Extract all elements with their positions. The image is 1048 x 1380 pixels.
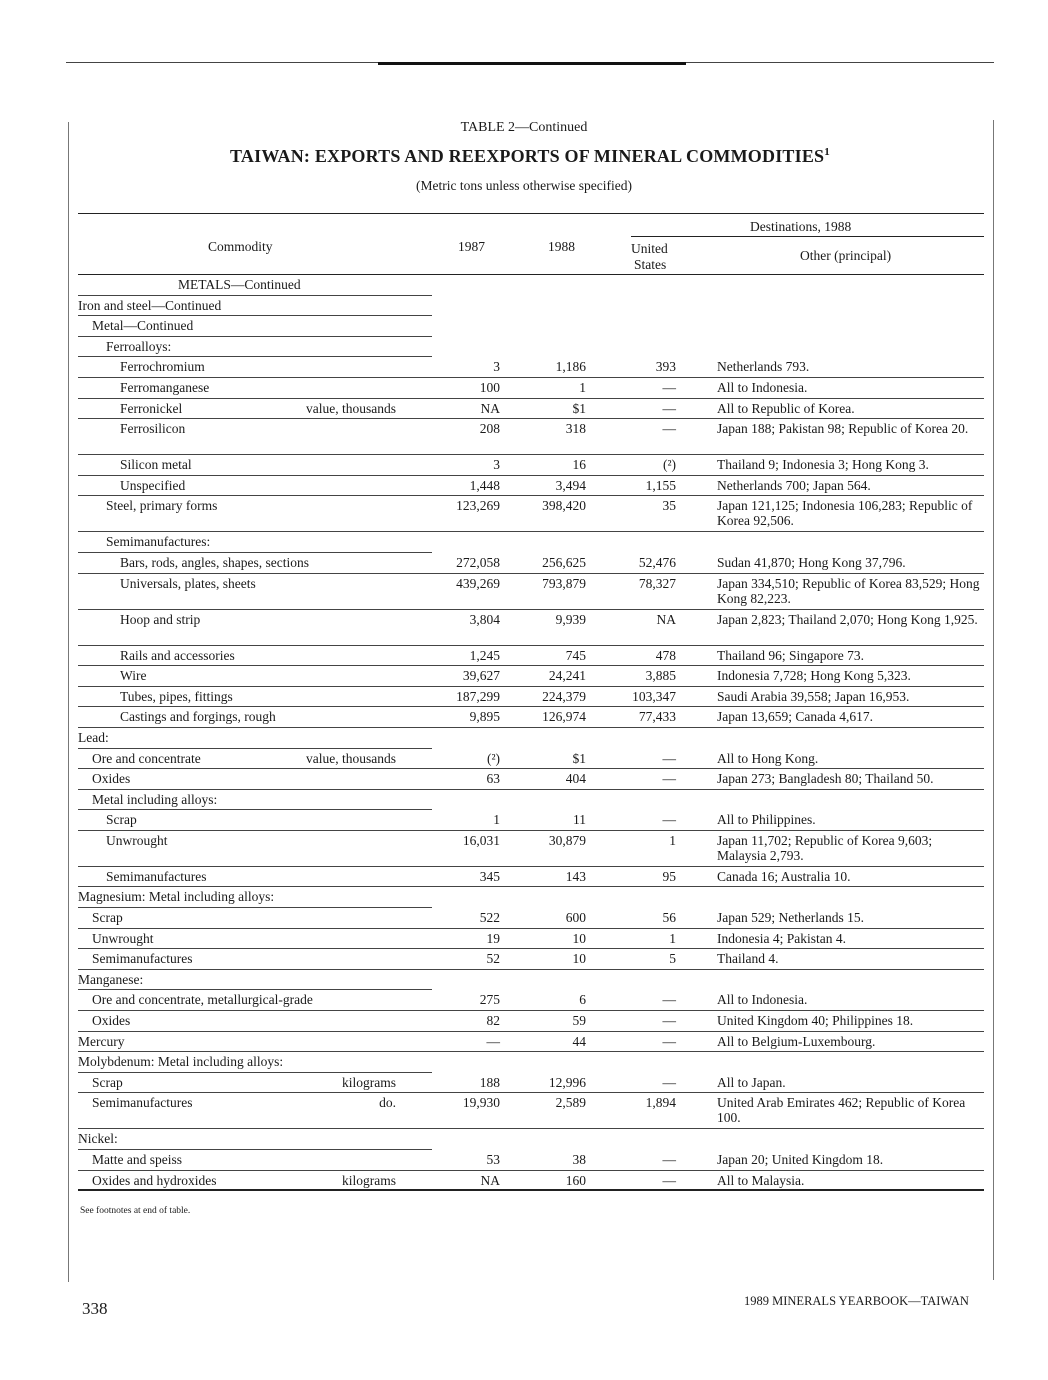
row-label: Iron and steel—Continued [78,297,222,313]
cell-united-states: — [662,1172,676,1188]
cell-1987: 439,269 [456,575,500,591]
row-label: Ore and concentrate, metallurgical-grade [92,992,313,1008]
row-label: Manganese: [78,971,144,987]
cell-other-destinations: All to Japan. [717,1074,786,1090]
cell-united-states: 1 [669,832,676,848]
table-row [78,610,984,646]
header-1987: 1987 [458,239,485,254]
cell-united-states: 3,885 [645,668,676,684]
cell-1987: 9,895 [469,709,500,725]
table-row [78,646,984,667]
cell-united-states: — [662,1013,676,1029]
cell-united-states: 35 [662,498,676,514]
cell-united-states: — [662,421,676,437]
cell-other-destinations: Japan 11,702; Republic of Korea 9,603; Malaysia 2,793. [717,832,933,863]
row-label: Universals, plates, sheets [120,575,256,591]
table-row [78,707,984,728]
cell-1988: 9,939 [555,611,586,627]
table-row [78,887,984,908]
cell-other-destinations: All to Malaysia. [717,1172,805,1188]
cell-1987: 3,804 [469,611,500,627]
cell-other-destinations: All to Republic of Korea. [717,400,855,416]
table-row [78,455,984,476]
row-label: Metal including alloys: [92,791,218,807]
table-row [78,790,984,811]
table-row [78,553,984,574]
page-number: 338 [82,1299,108,1318]
cell-other-destinations: Netherlands 793. [717,359,810,375]
cell-united-states: 78,327 [638,575,676,591]
header-states: States [634,257,667,272]
row-label: Oxides and hydroxides [92,1172,217,1188]
table-row [78,296,984,317]
row-label: Semimanufactures [106,868,207,884]
row-label: Unspecified [120,477,186,493]
cell-1988: 600 [565,910,586,926]
cell-1988: 745 [565,647,586,663]
cell-united-states: 1 [669,930,676,946]
row-label: Castings and forgings, rough [120,709,276,725]
cell-united-states: — [662,379,676,395]
cell-1987: 19,930 [462,1095,500,1111]
row-label: Ferroalloys: [106,338,172,354]
row-label: Steel, primary forms [106,498,218,514]
table-row [78,769,984,790]
row-unit: value, thousands [306,750,396,766]
left-margin-line [68,122,69,1282]
table-row [78,275,984,296]
table-body [78,275,984,1191]
cell-1987: 1,448 [469,477,500,493]
cell-united-states: 77,433 [638,709,676,725]
cell-1987: 522 [479,910,500,926]
table-row [78,337,984,358]
table-row [78,908,984,929]
row-label: Silicon metal [120,457,192,473]
row-label: METALS—Continued [178,277,301,292]
title-text: TAIWAN: EXPORTS AND REEXPORTS OF MINERAL COMMODITIES [230,146,825,166]
row-label: Ferromanganese [120,379,210,395]
cell-united-states: 478 [655,647,676,663]
cell-united-states: 56 [662,910,676,926]
row-unit: value, thousands [306,400,396,416]
table-row [78,1171,984,1192]
cell-1988: 256,625 [542,554,586,570]
exports-table [78,213,984,1191]
destinations-rule [631,236,984,237]
row-label: Unwrought [92,930,154,946]
table-row [78,1032,984,1053]
cell-other-destinations: All to Indonesia. [717,379,808,395]
cell-other-destinations: Sudan 41,870; Hong Kong 37,796. [717,554,906,570]
cell-united-states: — [662,812,676,828]
cell-1988: 1 [579,379,586,395]
header-other: Other (principal) [800,248,892,263]
cell-other-destinations: All to Belgium-Luxembourg. [717,1033,876,1049]
cell-united-states: 1,894 [645,1095,676,1111]
cell-1988: 24,241 [548,668,586,684]
cell-other-destinations: Thailand 4. [717,951,779,967]
row-label: Scrap [92,910,123,926]
cell-1987: 272,058 [456,554,500,570]
table-row [78,357,984,378]
cell-united-states: — [662,750,676,766]
cell-1987: (²) [486,750,500,766]
table-row [78,574,984,610]
cell-other-destinations: Japan 334,510; Republic of Korea 83,529; Hong Kong 82,223. [717,575,980,606]
table-row [78,1093,984,1129]
footnote: See footnotes at end of table. [80,1206,191,1216]
cell-1987: 39,627 [462,668,500,684]
cell-1988: 11 [573,812,586,828]
cell-1987: 188 [479,1074,500,1090]
cell-1988: 404 [565,771,586,787]
table-row [78,532,984,553]
top-rule-thick [378,62,686,65]
row-label: Ore and concentrate [92,750,201,766]
cell-1987: 275 [479,992,500,1008]
cell-1988: 44 [572,1033,586,1049]
cell-1987: NA [480,400,500,416]
row-label: Oxides [92,1013,131,1029]
cell-1988: $1 [572,400,586,416]
table-subtitle: (Metric tons unless otherwise specified) [416,178,632,193]
row-label: Tubes, pipes, fittings [120,688,233,704]
row-label: Metal—Continued [92,318,194,334]
table-row [78,990,984,1011]
header-1988: 1988 [548,239,575,254]
cell-united-states: — [662,771,676,787]
cell-1988: 1,186 [555,359,586,375]
header-commodity: Commodity [208,239,273,254]
table-row [78,1052,984,1073]
row-label: Scrap [106,812,137,828]
cell-united-states: 5 [669,951,676,967]
cell-other-destinations: Indonesia 4; Pakistan 4. [717,930,846,946]
cell-1987: 53 [486,1152,500,1167]
cell-other-destinations: Japan 529; Netherlands 15. [717,910,864,926]
cell-other-destinations: Japan 13,659; Canada 4,617. [717,709,873,725]
table-row [78,810,984,831]
row-label: Bars, rods, angles, shapes, sections [120,554,309,570]
cell-1987: 100 [479,379,500,395]
cell-1988: 10 [572,951,586,967]
cell-1987: 1 [493,812,500,828]
row-label: Lead: [78,729,109,745]
cell-1988: 30,879 [548,832,586,848]
cell-1987: 1,245 [469,647,500,663]
cell-1987: 3 [493,359,500,375]
cell-other-destinations: Netherlands 700; Japan 564. [717,477,871,493]
cell-united-states: — [662,1074,676,1090]
header-destinations: Destinations, 1988 [750,219,852,234]
row-label: Semimanufactures [92,951,193,967]
cell-1987: 187,299 [456,688,500,704]
cell-other-destinations: Thailand 96; Singapore 73. [717,647,864,663]
cell-1988: 126,974 [542,709,586,725]
table-row [78,419,984,455]
table-header [78,213,984,275]
table-row [78,1150,984,1171]
cell-united-states: — [662,992,676,1008]
table-row [78,316,984,337]
cell-1988: 793,879 [542,575,586,591]
cell-1988: 59 [572,1013,586,1029]
cell-1987: 123,269 [456,498,500,514]
row-label: Oxides [92,771,131,787]
cell-1987: 208 [479,421,500,437]
table-row [78,949,984,970]
table-row [78,831,984,867]
table-row [78,496,984,532]
row-label: Hoop and strip [120,611,201,627]
cell-other-destinations: Canada 16; Australia 10. [717,868,851,884]
cell-1987: 82 [486,1013,500,1029]
cell-1988: 12,996 [548,1074,586,1090]
cell-other-destinations: Saudi Arabia 39,558; Japan 16,953. [717,688,910,704]
cell-united-states: 393 [655,359,676,375]
cell-1988: 318 [565,421,586,437]
table-row [78,687,984,708]
cell-1988: 3,494 [555,477,586,493]
row-label: Ferrosilicon [120,421,186,437]
cell-other-destinations: United Arab Emirates 462; Republic of Korea 100. [717,1095,966,1126]
table-row [78,378,984,399]
table-row [78,749,984,770]
row-label: Mercury [78,1033,125,1049]
row-label: Unwrought [106,832,168,848]
row-label: Molybdenum: Metal including alloys: [78,1054,284,1070]
cell-other-destinations: All to Indonesia. [717,992,808,1008]
cell-united-states: — [662,400,676,416]
row-label: Wire [120,668,147,684]
table-row [78,867,984,888]
cell-1988: 160 [565,1172,586,1188]
cell-other-destinations: Japan 121,125; Indonesia 106,283; Republic of Korea 92,506. [717,498,973,529]
cell-1988: 2,589 [555,1095,586,1111]
cell-united-states: — [662,1152,676,1167]
cell-1988: 10 [572,930,586,946]
row-label: Semimanufactures: [106,534,211,550]
title-footnote-marker: 1 [824,146,830,158]
cell-1987: 63 [486,771,500,787]
cell-1988: 38 [572,1152,586,1167]
row-label: Rails and accessories [120,647,235,663]
cell-1987: 16,031 [462,832,500,848]
cell-united-states: (²) [662,457,676,473]
cell-other-destinations: Indonesia 7,728; Hong Kong 5,323. [717,668,911,684]
row-unit: kilograms [342,1074,396,1090]
row-label: Nickel: [78,1131,118,1147]
cell-1988: 143 [565,868,586,884]
cell-united-states: 52,476 [638,554,676,570]
cell-1987: NA [480,1172,500,1188]
table-row [78,1129,984,1150]
cell-other-destinations: United Kingdom 40; Philippines 18. [717,1013,914,1029]
cell-united-states: 95 [662,868,676,884]
row-unit: do. [379,1095,396,1111]
table-title [0,146,1048,167]
cell-1988: 398,420 [542,498,586,514]
cell-united-states: NA [656,611,676,627]
table-row [78,970,984,991]
running-footer: 1989 MINERALS YEARBOOK—TAIWAN [744,1294,969,1308]
row-label: Matte and speiss [92,1152,182,1167]
cell-united-states: — [662,1033,676,1049]
cell-1988: 6 [579,992,586,1008]
row-label: Ferronickel [120,400,183,416]
cell-other-destinations: All to Hong Kong. [717,750,819,766]
cell-united-states: 103,347 [632,688,676,704]
right-margin-line [993,120,994,1280]
cell-united-states: 1,155 [645,477,676,493]
cell-1987: 52 [486,951,500,967]
cell-other-destinations: Japan 20; United Kingdom 18. [717,1152,884,1167]
row-label: Semimanufactures [92,1095,193,1111]
table-row [78,1011,984,1032]
header-united: United [631,241,668,256]
table-row [78,929,984,950]
table-row [78,476,984,497]
row-label: Scrap [92,1074,123,1090]
cell-other-destinations: Thailand 9; Indonesia 3; Hong Kong 3. [717,457,929,473]
cell-1988: 16 [572,457,586,473]
table-row [78,399,984,420]
table-row [78,728,984,749]
table-row [78,1073,984,1094]
cell-1987: — [486,1033,500,1049]
cell-1988: 224,379 [542,688,586,704]
cell-1987: 345 [479,868,500,884]
table-caption: TABLE 2—Continued [460,120,588,135]
cell-other-destinations: Japan 273; Bangladesh 80; Thailand 50. [717,771,934,787]
cell-other-destinations: Japan 2,823; Thailand 2,070; Hong Kong 1,925. [717,611,978,627]
cell-1988: $1 [572,750,586,766]
row-label: Ferrochromium [120,359,205,375]
row-label: Magnesium: Metal including alloys: [78,889,275,905]
cell-other-destinations: Japan 188; Pakistan 98; Republic of Korea 20. [717,421,969,437]
cell-other-destinations: All to Philippines. [717,812,816,828]
table-row [78,666,984,687]
cell-1987: 19 [486,930,500,946]
row-unit: kilograms [342,1172,396,1188]
cell-1987: 3 [493,457,500,473]
